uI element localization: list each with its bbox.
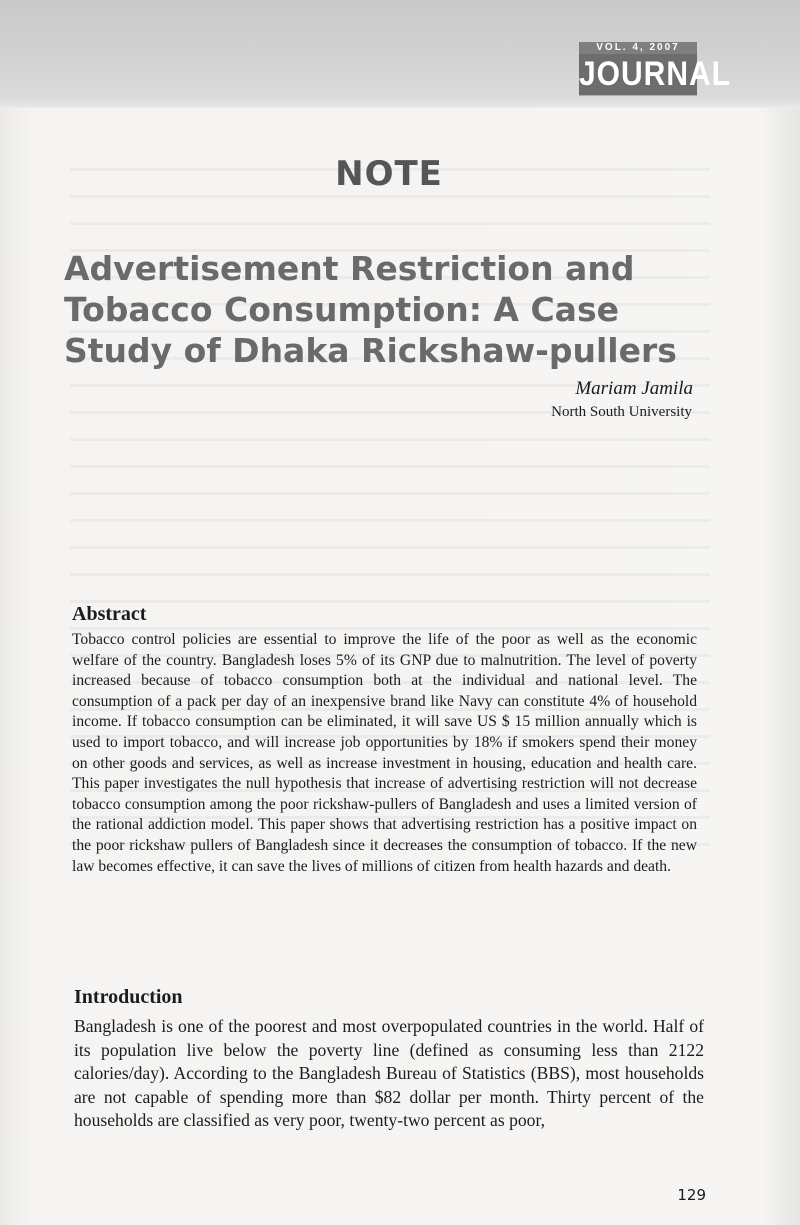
introduction-heading: Introduction — [74, 986, 183, 1008]
journal-volume: VOL. 4, 2007 — [579, 42, 697, 54]
author-name: Mariam Jamila — [575, 378, 693, 399]
journal-name: JOURNAL — [579, 54, 697, 95]
page-number: 129 — [677, 1186, 706, 1204]
article-title: Advertisement Restriction and Tobacco Consumption: A Case Study of Dhaka Rickshaw-pullers — [64, 249, 677, 370]
introduction-body: Bangladesh is one of the poorest and most overpopulated countries in the world. Half of its population live below the poverty line (defined as consuming less than 2122 calories/day). According to the Bangladesh Bureau of Statistics (BBS), most households are not capable of spending more than $82 dollar per month. Thirty percent of the households are classified as very poor, twenty-two percent as poor, — [74, 1016, 704, 1130]
header-band — [0, 0, 800, 108]
abstract-heading: Abstract — [72, 603, 147, 625]
abstract-body: Tobacco control policies are essential to improve the life of the poor as well as the economic welfare of the country. Bangladesh loses 5% of its GNP due to malnutrition. The level of poverty increased because of tobacco consumption both at the individual and national level. The consumption of a pack per day of an inexpensive brand like Navy can constitute 4% of household income. If tobacco consumption can be eliminated, it will save US $ 15 million annually which is used to import tobacco, and will increase job opportunities by 18% if smokers spend their money on other goods and services, as well as increase investment in housing, education and health care. This paper investigates the null hypothesis that increase of advertising restriction will not decrease tobacco consumption among the poor rickshaw-pullers of Bangladesh and uses a limited version of the rational addiction model. This paper shows that advertising restriction has a positive impact on the poor rickshaw pullers of Bangladesh since it decreases the consumption of tobacco. If the new law becomes effective, it can save the lives of millions of citizen from health hazards and death. — [72, 631, 697, 875]
author-affiliation: North South University — [551, 404, 692, 420]
journal-badge — [579, 42, 732, 94]
section-label: NOTE — [335, 154, 443, 194]
